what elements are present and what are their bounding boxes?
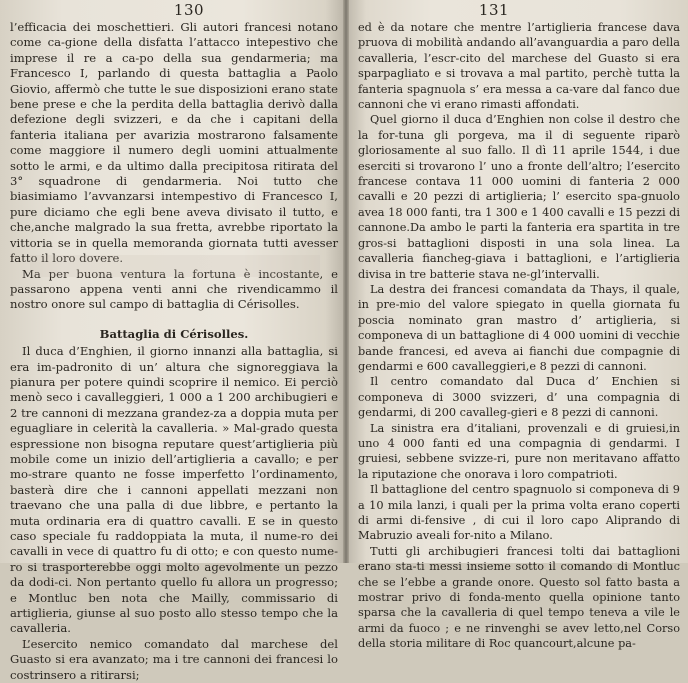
book-gutter: [343, 0, 349, 563]
paragraph: Quel giorno il duca d’Enghien non colse il destro che la for-tuna gli porgeva, ma il di seguente riparò gloriosamente al suo fallo. Il dì 11 aprile 1544, i due eserciti si trovarono l’ uno a fronte dell’altro; l’esercito francese contava 11 000 uomini di fanteria 2 000 cavalli e 20 pezzi di artiglieria; l’ esercito spa-gnuolo avea 18 000 fanti, tra 1 300 e 1 400 cavalli e 15 pezzi di cannone.Da ambo le parti la fanteria era spartita in tre gros-si battaglioni disposti in una sola linea. La cavalleria fiancheg-giava i battaglioni, e l’artiglieria divisa in tre batterie stava ne-gl’intervalli.: [358, 113, 680, 281]
right-page: [346, 0, 688, 651]
section-heading: Battaglia di Cérisolles.: [99, 326, 249, 341]
paragraph: ed è da notare che mentre l’artiglieria francese dava pruova di mobilità andando all’avanguardia a paro della cavalleria, l’escr-cito del marchese del Guasto si era sparpagliato e si trovava a mal partito, perchè tutta la fanteria spagnuola s’ era messa a ca-vare dal fanco due cannoni che vi erano rimasti affondati.: [358, 21, 680, 112]
paragraph: Il centro comandato dal Duca d’ Enchien si componeva di 3000 svizzeri, d’ una compagnia di gendarmi, di 200 cavalleg-gieri e 8 pezzi di cannoni.: [358, 375, 680, 420]
paragraph: Tutti gli archibugieri francesi tolti dai battaglioni erano sta-ti messi insieme sotto il comando di Montluc che se l’ebbe a grande onore. Questo sol fatto basta a mostrar privo di fonda-mento quella opinione tanto sparsa che la cavalleria di quel tempo teneva a vile le armi da fuoco ; e ne rinvenghi se avev letto,nel Corso della storia militare di Roc quancourt,alcune pa-: [358, 544, 680, 651]
paragraph: Il duca d’Enghien, il giorno innanzi alla battaglia, si era im-padronito di un’ altura che signoreggiava la pianura per potere quindi scoprire il nemico. Ei perciò menò seco i cavalleggieri, 1 000 a 1 200 archibugieri e 2 tre cannoni di mezzana grandez-za a doppia muta per eguagliare in celerità la cavalleria. » Mal-grado questa espressione non bisogna reputare quest’artiglieria più mobile come un inizio dell’artiglieria a cavallo; e per mo-strare quanto ne fosse imperfetto l’ordinamento, basterà dire che i cannoni appellati mezzani non traevano che una palla di due libbre, e pertanto la muta ordinaria era di quattro cavalli. E se in questo caso speciale fu raddoppiata la muta, il nume-ro dei cavalli in vece di quattro fu di otto; e con questo nume-ro si trasporterebbe oggi molto agevolmente un pezzo da dodi-ci. Non pertanto quello fu allora un progresso; e Montluc ben nota che Mailly, commissario di artiglieria, giunse al suo posto allo stesso tempo che la cavalleria.: [10, 344, 338, 636]
page-number-left: 130: [173, 1, 205, 19]
paragraph: Il battaglione del centro spagnuolo si componeva di 9 a 10 mila lanzi, i quali per la prima volta erano coperti di armi di-fensive , di cui il loro capo Aliprando di Mabruzio aveali for-nito a Milano.: [358, 483, 680, 543]
paragraph: L’esercito nemico comandato dal marchese del Guasto si era avanzato; ma i tre cannoni dei francesi lo costrinsero a ritirarsi;: [10, 636, 338, 682]
paragraph: La sinistra era d’italiani, provenzali e di gruiesi,in uno 4 000 fanti ed una compagnia di gendarmi. I gruiesi, sebbene svizze-ri, pure non meritavano affatto la riputazione che onorava i loro compatrioti.: [358, 421, 680, 481]
paragraph: l’efficacia dei moschettieri. Gli autori francesi notano come ca-gione della disfatta l’attacco intepestivo che imprese il re a ca-po della sua gendarmeria; ma Francesco I, parlando di questa battaglia a Paolo Giovio, affermò che tutte le sue disposizioni erano state bene prese e che la perdita della battaglia derivò dalla defezione degli svizzeri, e da che i capitani della fanteria italiana per avarizia mostrarono falsamente come maggiore il numero degli uomini attualmente sotto le armi, e da ultimo dalla precipitosa ritirata del 3° squadrone di gendarmeria. Noi tutto che biasimiamo l’avvanzarsi intempestivo di Francesco I, pure diciamo che egli bene aveva divisato il tutto, e che,anche malgrado la sua fretta, avrebbe riportato la vittoria se in quella memoranda giornata tutti avesser fatto il loro dovere.: [10, 20, 338, 266]
bleed-through-smudge: [30, 255, 320, 277]
page-number-right: 131: [478, 1, 510, 19]
paragraph: La destra dei francesi comandata da Thays, il quale, in pre-mio del valore spiegato in quella giornata fu poscia nominato gran mastro d’ artiglieria, si componeva di un battaglione di 4 000 uomini di vecchie bande francesi, ed aveva ai fianchi due compagnie di gendarmi e 600 cavalleggieri,e 8 pezzi di cannoni.: [358, 282, 680, 373]
paragraph: Ma per buona ventura la fortuna è incostante, e passarono appena venti anni che rivendicammo il nostro onore sul campo di battaglia di Cérisolles.: [10, 266, 338, 312]
